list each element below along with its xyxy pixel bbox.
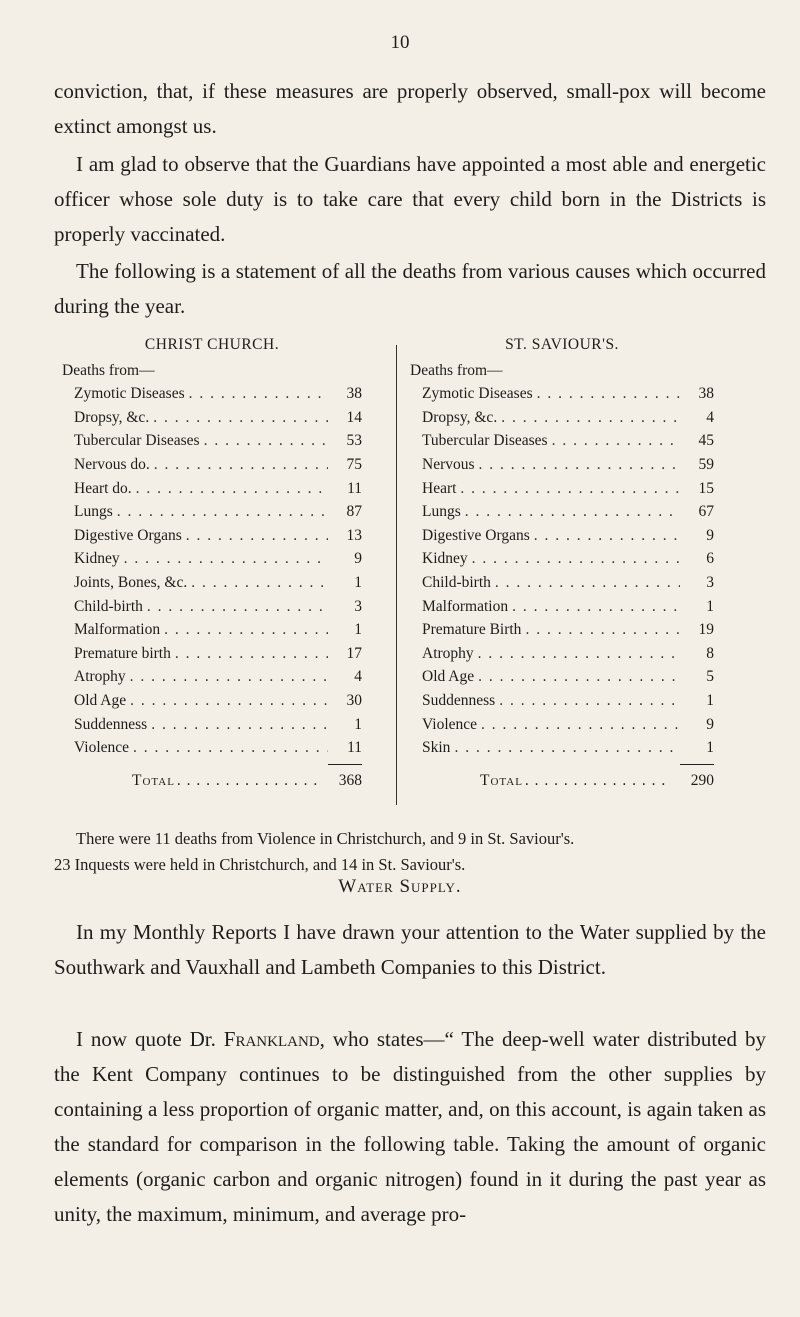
cause-label: Zymotic Diseases bbox=[422, 385, 533, 403]
cause-label: Dropsy, &c. bbox=[422, 408, 498, 426]
column-divider bbox=[396, 345, 397, 805]
table-row bbox=[410, 453, 714, 477]
death-count: 59 bbox=[698, 455, 714, 473]
intro-paragraph-2: I am glad to observe that the Guardians have appointed a most able and energetic officer whose sole duty is to take care that every child born in the Districts is properly vaccinated. bbox=[54, 152, 766, 246]
cause-label: Malformation bbox=[74, 621, 161, 639]
death-count: 9 bbox=[706, 526, 714, 544]
cause-label: Suddenness bbox=[74, 715, 148, 733]
leader-dots bbox=[499, 689, 680, 713]
page-number: 10 bbox=[390, 32, 410, 53]
author-name: Frankland bbox=[223, 1027, 320, 1051]
cause-label: Malformation bbox=[422, 597, 509, 615]
death-count: 30 bbox=[346, 691, 362, 709]
death-count: 53 bbox=[346, 432, 362, 450]
leader-dots bbox=[501, 406, 680, 430]
intro-paragraph-3: The following is a statement of all the deaths from various causes which occurred during the year. bbox=[54, 259, 766, 318]
christ-church-subtitle: Deaths from— bbox=[62, 361, 155, 379]
st-saviours-total-row bbox=[410, 769, 714, 793]
leader-dots bbox=[153, 406, 328, 430]
christ-church-total-row bbox=[62, 769, 362, 793]
table-row bbox=[410, 571, 714, 595]
death-count: 19 bbox=[698, 621, 714, 639]
table-row bbox=[410, 524, 714, 548]
leader-dots bbox=[133, 736, 328, 760]
death-count: 1 bbox=[706, 597, 714, 615]
leader-dots bbox=[186, 524, 328, 548]
table-row bbox=[410, 713, 714, 737]
leader-dots bbox=[495, 571, 680, 595]
cause-label: Kidney bbox=[422, 550, 468, 568]
table-row bbox=[62, 429, 362, 453]
cause-label: Digestive Organs bbox=[422, 526, 530, 544]
total-label: Total bbox=[132, 771, 175, 789]
cause-label: Dropsy, &c. bbox=[74, 408, 150, 426]
death-count: 11 bbox=[347, 479, 362, 497]
leader-dots bbox=[525, 769, 672, 793]
leader-dots bbox=[481, 713, 680, 737]
leader-dots bbox=[147, 595, 328, 619]
quote-text: , who states—“ The deep-well water distributed by the Kent Company continues to be distinguished from the other supplies by containing a less proportion of organic matter, and, on this account, is again taken as the standard for comparison in the following table. Taking the amount of organic elements (organic carbon and organic nitrogen) found in it during the past year as unity, the maximum, minimum, and average pro- bbox=[54, 1027, 766, 1226]
cause-label: Nervous bbox=[422, 455, 475, 473]
leader-dots bbox=[454, 736, 680, 760]
st-saviours-total-rule bbox=[680, 764, 714, 765]
st-saviours-subtitle: Deaths from— bbox=[410, 361, 503, 379]
leader-dots bbox=[177, 769, 320, 793]
leader-dots bbox=[117, 500, 328, 524]
table-row bbox=[410, 595, 714, 619]
cause-label: Child-birth bbox=[422, 573, 491, 591]
cause-label: Violence bbox=[422, 715, 478, 733]
death-count: 14 bbox=[346, 408, 362, 426]
leader-dots bbox=[512, 595, 680, 619]
table-row bbox=[410, 689, 714, 713]
death-count: 3 bbox=[706, 573, 714, 591]
leader-dots bbox=[130, 689, 328, 713]
death-count: 1 bbox=[706, 691, 714, 709]
table-row bbox=[62, 736, 362, 760]
death-count: 17 bbox=[346, 644, 362, 662]
table-row bbox=[62, 642, 362, 666]
water-paragraph-2 bbox=[54, 1022, 766, 1232]
leader-dots bbox=[525, 618, 680, 642]
leader-dots bbox=[204, 429, 328, 453]
leader-dots bbox=[552, 429, 680, 453]
cause-label: Premature birth bbox=[74, 644, 171, 662]
cause-label: Lungs bbox=[74, 503, 113, 521]
cause-label: Suddenness bbox=[422, 691, 496, 709]
table-row bbox=[62, 689, 362, 713]
leader-dots bbox=[175, 642, 328, 666]
cause-label: Violence bbox=[74, 739, 130, 757]
table-row bbox=[62, 595, 362, 619]
cause-label: Old Age bbox=[74, 691, 127, 709]
leader-dots bbox=[151, 713, 328, 737]
death-count: 9 bbox=[354, 550, 362, 568]
cause-label: Skin bbox=[422, 739, 451, 757]
section-heading: Water Supply. bbox=[338, 876, 462, 897]
st-saviours-title: ST. SAVIOUR'S. bbox=[505, 336, 619, 353]
table-row bbox=[62, 500, 362, 524]
leader-dots bbox=[479, 453, 680, 477]
leader-dots bbox=[130, 665, 328, 689]
leader-dots bbox=[136, 477, 328, 501]
table-row bbox=[410, 618, 714, 642]
table-row bbox=[410, 477, 714, 501]
table-row bbox=[62, 618, 362, 642]
death-count: 38 bbox=[346, 385, 362, 403]
death-count: 1 bbox=[354, 573, 362, 591]
total-label: Total bbox=[480, 771, 523, 789]
death-count: 1 bbox=[354, 621, 362, 639]
table-row bbox=[62, 406, 362, 430]
cause-label: Joints, Bones, &c. bbox=[74, 573, 188, 591]
death-count: 13 bbox=[346, 526, 362, 544]
leader-dots bbox=[478, 642, 680, 666]
death-count: 6 bbox=[706, 550, 714, 568]
cause-label: Old Age bbox=[422, 668, 475, 686]
death-count: 3 bbox=[354, 597, 362, 615]
death-count: 15 bbox=[698, 479, 714, 497]
death-count: 4 bbox=[354, 668, 362, 686]
table-row bbox=[62, 477, 362, 501]
leader-dots bbox=[534, 524, 680, 548]
st-saviours-table bbox=[410, 333, 714, 792]
leader-dots bbox=[478, 665, 680, 689]
cause-label: Tubercular Diseases bbox=[74, 432, 200, 450]
leader-dots bbox=[154, 453, 328, 477]
table-row bbox=[62, 547, 362, 571]
death-count: 9 bbox=[706, 715, 714, 733]
cause-label: Kidney bbox=[74, 550, 120, 568]
death-count: 38 bbox=[698, 385, 714, 403]
table-row bbox=[62, 713, 362, 737]
death-count: 87 bbox=[346, 503, 362, 521]
leader-dots bbox=[465, 500, 680, 524]
death-count: 75 bbox=[346, 455, 362, 473]
cause-label: Nervous do. bbox=[74, 455, 150, 473]
table-row bbox=[62, 453, 362, 477]
cause-label: Tubercular Diseases bbox=[422, 432, 548, 450]
quote-intro: I now quote Dr. bbox=[76, 1027, 224, 1051]
cause-label: Atrophy bbox=[74, 668, 126, 686]
table-row bbox=[410, 547, 714, 571]
christ-church-rows bbox=[62, 382, 362, 760]
death-count: 4 bbox=[706, 408, 714, 426]
christ-church-title: CHRIST CHURCH. bbox=[144, 336, 280, 353]
leader-dots bbox=[164, 618, 328, 642]
death-count: 45 bbox=[698, 432, 714, 450]
leader-dots bbox=[191, 571, 328, 595]
table-row bbox=[62, 665, 362, 689]
cause-label: Child-birth bbox=[74, 597, 143, 615]
cause-label: Heart do. bbox=[74, 479, 132, 497]
cause-label: Premature Birth bbox=[422, 621, 522, 639]
intro-paragraph-1: conviction, that, if these measures are properly observed, small-pox will become extinct amongst us. bbox=[54, 79, 766, 138]
total-value: 290 bbox=[690, 771, 714, 789]
leader-dots bbox=[472, 547, 680, 571]
table-row bbox=[410, 736, 714, 760]
table-row bbox=[62, 382, 362, 406]
note-violence: There were 11 deaths from Violence in Christchurch, and 9 in St. Saviour's. bbox=[76, 829, 575, 848]
table-row bbox=[410, 665, 714, 689]
st-saviours-rows bbox=[410, 382, 714, 760]
cause-label: Digestive Organs bbox=[74, 526, 182, 544]
leader-dots bbox=[124, 547, 328, 571]
note-inquests: 23 Inquests were held in Christchurch, and 14 in St. Saviour's. bbox=[54, 855, 466, 874]
death-count: 67 bbox=[698, 503, 714, 521]
table-row bbox=[410, 642, 714, 666]
total-value: 368 bbox=[338, 771, 362, 789]
table-row bbox=[410, 500, 714, 524]
table-row bbox=[62, 571, 362, 595]
water-paragraph-1: In my Monthly Reports I have drawn your attention to the Water supplied by the Southwark and Vauxhall and Lambeth Companies to this District. bbox=[54, 920, 766, 979]
cause-label: Atrophy bbox=[422, 644, 474, 662]
table-row bbox=[62, 524, 362, 548]
christ-church-table bbox=[62, 333, 362, 792]
death-count: 8 bbox=[706, 644, 714, 662]
cause-label: Zymotic Diseases bbox=[74, 385, 185, 403]
leader-dots bbox=[460, 477, 680, 501]
death-count: 1 bbox=[706, 739, 714, 757]
table-row bbox=[410, 429, 714, 453]
cause-label: Heart bbox=[422, 479, 457, 497]
table-row bbox=[410, 382, 714, 406]
leader-dots bbox=[189, 382, 328, 406]
death-count: 5 bbox=[706, 668, 714, 686]
cause-label: Lungs bbox=[422, 503, 461, 521]
death-count: 11 bbox=[347, 739, 362, 757]
death-count: 1 bbox=[354, 715, 362, 733]
leader-dots bbox=[537, 382, 680, 406]
christ-church-total-rule bbox=[328, 764, 362, 765]
table-row bbox=[410, 406, 714, 430]
